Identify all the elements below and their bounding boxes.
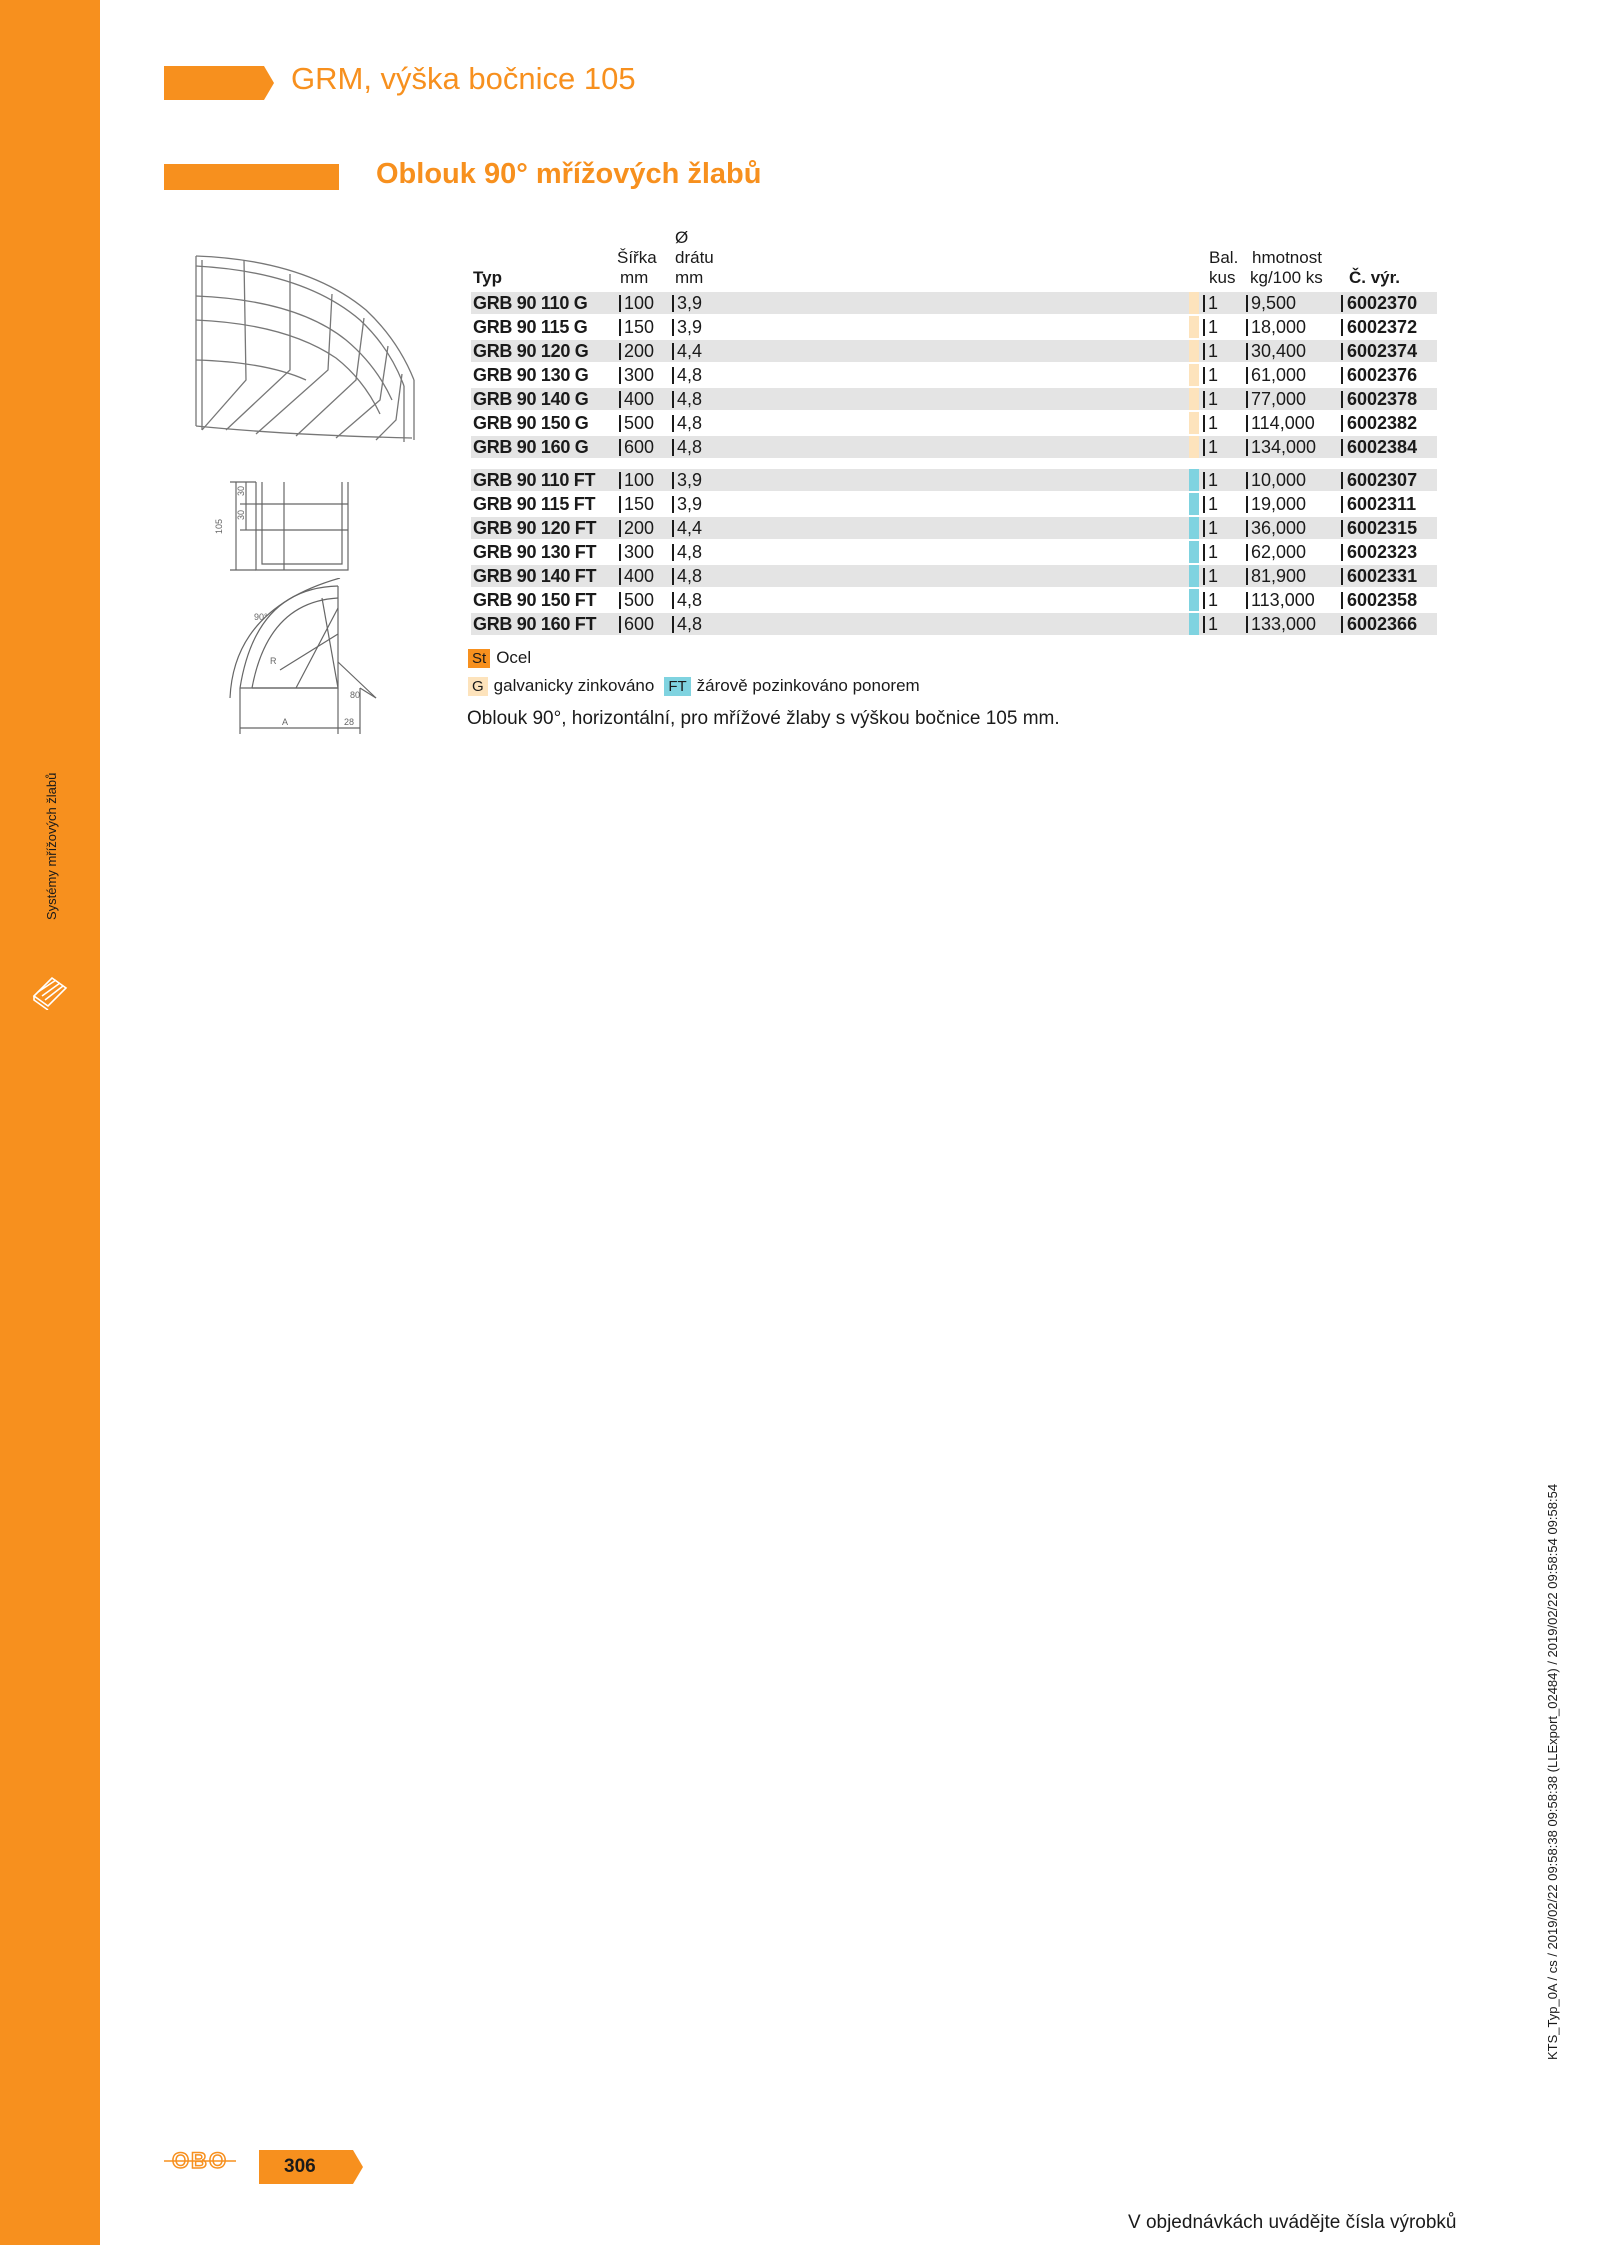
table-row [471,340,1437,362]
product-image [186,250,426,450]
cell-pack: 1 [1208,365,1219,385]
cell-pack: 1 [1208,470,1219,490]
cell-pack: 1 [1208,518,1219,538]
cell-type: GRB 90 120 FT [473,518,597,538]
cell-divider [1246,520,1248,537]
legend-st-text: Ocel [496,648,532,667]
cell-type: GRB 90 110 FT [473,470,596,490]
table-row [471,613,1437,635]
cell-divider [1246,616,1248,633]
col-head-pack-2: kus [1209,268,1236,287]
cell-divider [619,367,621,384]
dim-30-top: 30 [236,485,246,496]
cell-type: GRB 90 115 FT [473,494,596,514]
cell-width: 500 [624,413,655,433]
surface-marker-ft [1189,541,1199,563]
cell-divider [619,439,621,456]
cell-diameter: 3,9 [677,293,703,313]
cell-mass: 19,000 [1251,494,1307,514]
cell-pack: 1 [1208,614,1219,634]
cell-article: 6002370 [1347,293,1418,313]
surface-marker-ft [1189,613,1199,635]
cell-divider [1341,472,1343,489]
cell-mass: 9,500 [1251,293,1297,313]
cell-divider [1246,343,1248,360]
surface-marker-g [1189,388,1199,410]
cell-type: GRB 90 110 G [473,293,588,313]
legend-st-tag: St [468,649,490,668]
surface-marker-g [1189,316,1199,338]
cell-width: 200 [624,518,655,538]
cell-mass: 114,000 [1251,413,1315,433]
cell-divider [1203,367,1205,384]
cell-article: 6002372 [1347,317,1418,337]
col-head-mass-1: hmotnost [1252,248,1322,267]
surface-marker-g [1189,340,1199,362]
table-row [471,517,1437,539]
col-head-typ: Typ [473,268,502,287]
cell-divider [1203,319,1205,336]
cell-pack: 1 [1208,413,1219,433]
cell-diameter: 4,8 [677,590,703,610]
cell-width: 200 [624,341,655,361]
cell-divider [1246,415,1248,432]
cell-width: 400 [624,566,655,586]
cell-width: 300 [624,365,655,385]
legend-g-text: galvanicky zinkováno [493,676,655,695]
cell-divider [1341,415,1343,432]
legend-g-tag: G [468,677,488,696]
col-head-width-1: Šířka [617,248,657,267]
cell-pack: 1 [1208,293,1219,313]
cell-pack: 1 [1208,341,1219,361]
cell-article: 6002358 [1347,590,1418,610]
cell-pack: 1 [1208,389,1219,409]
cell-diameter: 4,8 [677,542,703,562]
cell-pack: 1 [1208,590,1219,610]
cell-mass: 81,900 [1251,566,1307,586]
legend-ft-tag: FT [664,677,690,696]
table-row [471,316,1437,338]
cell-article: 6002374 [1347,341,1418,361]
cell-article: 6002311 [1347,494,1417,514]
table-row [471,541,1437,563]
cell-divider [672,367,674,384]
cell-divider [672,616,674,633]
dim-radius: R [270,656,277,666]
cell-diameter: 3,9 [677,317,703,337]
cell-mass: 134,000 [1251,437,1317,457]
cell-divider [1203,616,1205,633]
cell-mass: 77,000 [1251,389,1307,409]
cell-article: 6002331 [1347,566,1418,586]
cell-divider [1203,295,1205,312]
cell-mass: 10,000 [1251,470,1307,490]
cell-type: GRB 90 140 FT [473,566,597,586]
legend-surface [468,676,920,696]
cell-diameter: 4,8 [677,614,703,634]
cell-divider [1203,439,1205,456]
cell-divider [1246,439,1248,456]
cell-article: 6002307 [1347,470,1418,490]
cell-type: GRB 90 160 FT [473,614,597,634]
cell-diameter: 4,8 [677,365,703,385]
cell-mass: 133,000 [1251,614,1317,634]
cell-pack: 1 [1208,494,1219,514]
cell-divider [1341,568,1343,585]
cell-article: 6002366 [1347,614,1418,634]
section-bar [164,164,339,190]
cell-diameter: 4,4 [677,518,703,538]
col-head-article: Č. výr. [1349,268,1401,287]
cell-diameter: 4,4 [677,341,703,361]
surface-marker-ft [1189,589,1199,611]
cell-divider [1246,391,1248,408]
dim-angle: 90° [254,612,268,622]
cell-pack: 1 [1208,542,1219,562]
cell-divider [619,295,621,312]
cell-mass: 18,000 [1251,317,1307,337]
cell-divider [672,343,674,360]
cell-pack: 1 [1208,317,1219,337]
cell-width: 400 [624,389,655,409]
cell-mass: 113,000 [1251,590,1315,610]
cell-divider [1203,391,1205,408]
cell-divider [619,415,621,432]
header-arrow [164,66,274,100]
surface-marker-ft [1189,469,1199,491]
cell-divider [1203,496,1205,513]
cell-divider [672,319,674,336]
cell-type: GRB 90 150 G [473,413,589,433]
cell-divider [1203,343,1205,360]
dim-28: 28 [344,717,355,727]
cell-divider [619,592,621,609]
cell-diameter: 4,8 [677,566,703,586]
cell-width: 150 [624,494,655,514]
cell-divider [1341,391,1343,408]
cell-width: 300 [624,542,655,562]
cell-divider [1341,439,1343,456]
cell-divider [672,295,674,312]
cell-width: 500 [624,590,655,610]
cell-divider [1203,520,1205,537]
product-description: Oblouk 90°, horizontální, pro mřížové žlaby s výškou bočnice 105 mm. [467,708,1060,729]
cell-divider [672,592,674,609]
cross-section-drawing [200,474,360,584]
obo-logo [160,2146,240,2176]
cell-divider [1341,496,1343,513]
legend-st [468,648,531,668]
cell-divider [672,544,674,561]
cell-divider [1341,520,1343,537]
table-row [471,412,1437,434]
cell-divider [1246,544,1248,561]
surface-marker-ft [1189,517,1199,539]
cell-divider [672,496,674,513]
cell-divider [672,568,674,585]
table-row [471,388,1437,410]
svg-text:OBO: OBO [171,2148,229,2173]
table-row [471,589,1437,611]
cell-mass: 36,000 [1251,518,1307,538]
cell-width: 150 [624,317,655,337]
table-row [471,469,1437,491]
cell-divider [619,319,621,336]
cell-divider [1341,367,1343,384]
cell-divider [1341,544,1343,561]
cell-article: 6002376 [1347,365,1418,385]
col-head-dia-1: drátu [675,248,714,267]
cell-width: 600 [624,437,655,457]
cell-diameter: 4,8 [677,437,703,457]
col-head-pack-1: Bal. [1209,248,1239,267]
cell-divider [619,472,621,489]
cell-diameter: 4,8 [677,413,703,433]
page-title: GRM, výška bočnice 105 [291,61,636,96]
col-head-mass-2: kg/100 ks [1250,268,1323,287]
cell-type: GRB 90 130 FT [473,542,597,562]
cell-diameter: 3,9 [677,470,703,490]
cell-divider [1341,295,1343,312]
cell-divider [1341,592,1343,609]
cell-divider [1246,472,1248,489]
cell-article: 6002382 [1347,413,1418,433]
cell-divider [1246,367,1248,384]
cell-diameter: 4,8 [677,389,703,409]
cell-type: GRB 90 130 G [473,365,589,385]
table-row [471,565,1437,587]
cell-mass: 62,000 [1251,542,1307,562]
cell-divider [672,415,674,432]
cell-type: GRB 90 115 G [473,317,588,337]
cell-divider [619,496,621,513]
sidebar-label: Systémy mřížových žlabů [44,772,59,920]
surface-marker-ft [1189,493,1199,515]
cell-width: 600 [624,614,655,634]
cell-divider [672,439,674,456]
cell-divider [1246,319,1248,336]
table-row [471,493,1437,515]
cell-divider [1246,568,1248,585]
sidebar-band [0,0,100,2245]
table-row [471,436,1437,458]
cell-mass: 30,400 [1251,341,1307,361]
cell-divider [1203,472,1205,489]
cell-width: 100 [624,470,655,490]
cell-divider [619,568,621,585]
surface-marker-g [1189,412,1199,434]
cell-type: GRB 90 160 G [473,437,589,457]
cell-divider [1341,616,1343,633]
col-head-dia-0: Ø [675,228,689,247]
dim-a: A [282,717,289,727]
cell-article: 6002378 [1347,389,1418,409]
cell-mass: 61,000 [1251,365,1307,385]
cell-divider [1203,415,1205,432]
col-head-dia-2: mm [675,268,704,287]
cell-type: GRB 90 140 G [473,389,589,409]
cell-divider [672,472,674,489]
cell-divider [1203,568,1205,585]
page-number: 306 [284,2156,316,2177]
cell-pack: 1 [1208,566,1219,586]
surface-marker-g [1189,436,1199,458]
dim-30-mid: 30 [236,509,246,520]
surface-marker-g [1189,292,1199,314]
cell-article: 6002315 [1347,518,1418,538]
cell-type: GRB 90 120 G [473,341,589,361]
cell-divider [1203,544,1205,561]
section-title: Oblouk 90° mřížových žlabů [376,158,762,190]
cell-divider [619,520,621,537]
cable-tray-icon [30,970,70,1010]
col-head-width-2: mm [620,268,649,287]
surface-marker-ft [1189,565,1199,587]
surface-marker-g [1189,364,1199,386]
cell-type: GRB 90 150 FT [473,590,597,610]
cell-width: 100 [624,293,655,313]
legend-ft-text: žárově pozinkováno ponorem [696,676,920,695]
cell-divider [1246,496,1248,513]
table-row [471,364,1437,386]
cell-divider [1341,343,1343,360]
cell-divider [619,343,621,360]
cell-pack: 1 [1208,437,1219,457]
cell-article: 6002384 [1347,437,1418,457]
cell-divider [672,520,674,537]
dim-105: 105 [214,518,224,534]
cell-article: 6002323 [1347,542,1418,562]
footer-note: V objednávkách uvádějte čísla výrobků [1128,2212,1457,2233]
cell-divider [672,391,674,408]
cell-divider [1203,592,1205,609]
cell-divider [1341,319,1343,336]
table-row [471,292,1437,314]
cell-divider [1246,295,1248,312]
export-meta: KTS_Typ_0A / cs / 2019/02/22 09:58:38 09:58:38 (LLExport_02484) / 2019/02/22 09:58:54 09:58:54 [1545,1483,1560,2060]
plan-view-drawing [220,578,380,740]
cell-diameter: 3,9 [677,494,703,514]
cell-divider [619,391,621,408]
dim-80: 80 [350,690,361,700]
cell-divider [1246,592,1248,609]
cell-divider [619,544,621,561]
cell-divider [619,616,621,633]
